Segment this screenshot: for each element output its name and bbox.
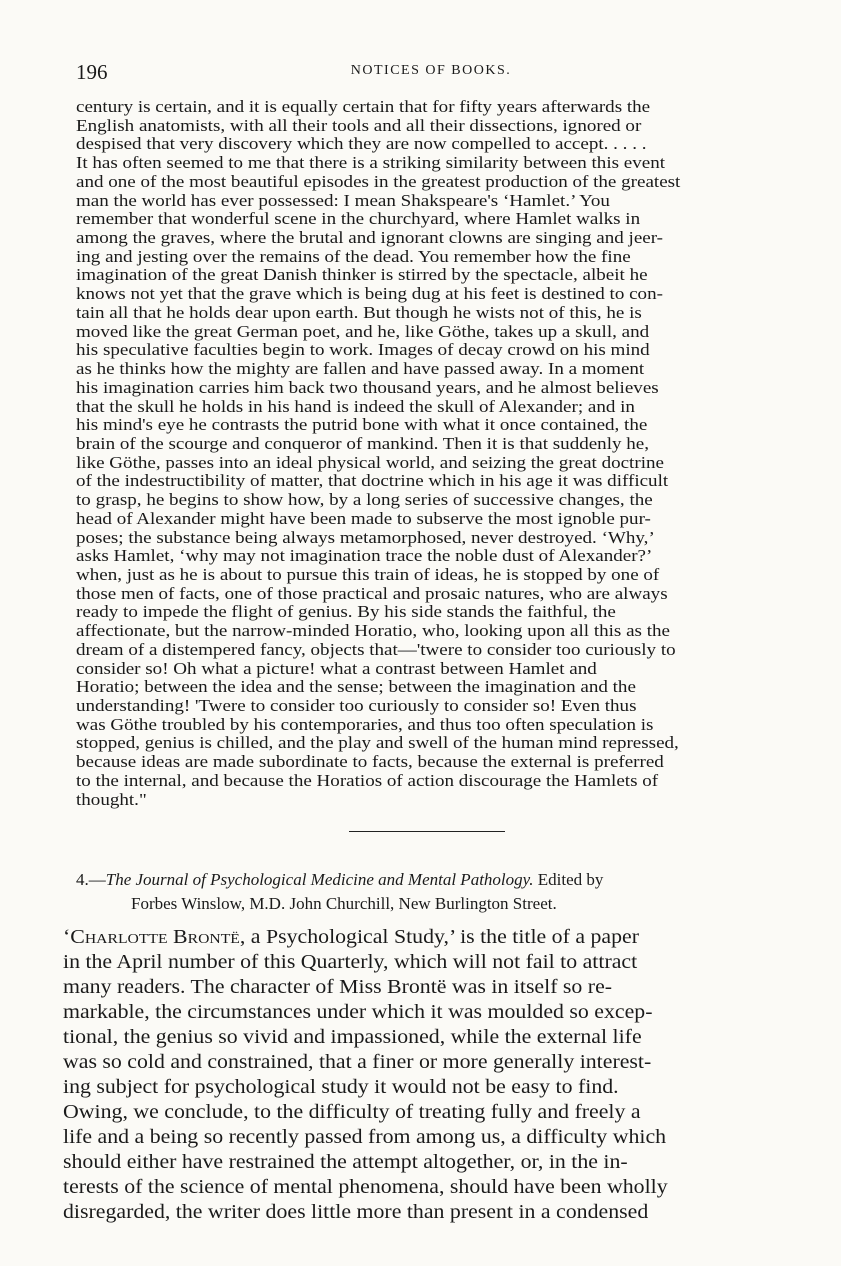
quote-line: consider so! Oh what a picture! what a contrast between Hamlet and: [76, 658, 597, 678]
quote-line: man the world has ever possessed: I mean Shakspeare's ‘Hamlet.’ You: [76, 190, 610, 210]
page-number: 196: [76, 60, 108, 84]
quote-line: century is certain, and it is equally certain that for fifty years afterwards the: [76, 97, 651, 116]
quote-line: dream of a distempered fancy, objects that—'twere to consider too curiously to: [76, 639, 676, 659]
quote-line: to grasp, he begins to show how, by a long series of successive changes, the: [76, 490, 653, 510]
subject-first-name: Charlotte: [70, 927, 168, 948]
quote-line: stopped, genius is chilled, and the play and swell of the human mind repressed,: [76, 733, 679, 753]
book-entry-heading: [76, 868, 788, 916]
review-line: life and a being so recently passed from among us, a difficulty which: [63, 1127, 667, 1148]
quote-line: Horatio; between the idea and the sense; between the imagination and the: [76, 677, 636, 697]
quote-line: English anatomists, with all their tools and all their dissections, ignored or: [76, 115, 642, 135]
quote-line: moved like the great German poet, and he, like Göthe, takes up a skull, and: [76, 321, 650, 341]
page-header: [76, 60, 786, 86]
review-first-line: [63, 925, 783, 950]
quote-line: that the skull he holds in his hand is indeed the skull of Alexander; and in: [76, 396, 635, 416]
quote-line: because ideas are made subordinate to facts, because the external is preferred: [76, 752, 664, 772]
quote-line: tain all that he holds dear upon earth. But though he wists not of this, he is: [76, 302, 642, 322]
quote-line: imagination of the great Danish thinker is stirred by the spectacle, albeit he: [76, 265, 648, 285]
quote-line: asks Hamlet, ‘why may not imagination trace the noble dust of Alexander?’: [76, 546, 653, 566]
quote-line: understanding! 'Twere to consider too curiously to consider so! Even thus: [76, 696, 637, 715]
review-body: [63, 925, 783, 1225]
entry-title: The Journal of Psychological Medicine and Mental Pathology.: [105, 870, 534, 889]
review-line: terests of the science of mental phenomena, should have been wholly: [63, 1177, 668, 1198]
quote-line: of the indestructibility of matter, that doctrine which in his age it was difficult: [76, 471, 669, 491]
quote-line: his speculative faculties begin to work. Images of decay crowd on his mind: [76, 340, 650, 360]
review-line: disregarded, the writer does little more than present in a condensed: [63, 1202, 649, 1223]
quote-line: thought.": [76, 789, 147, 809]
review-line: ing subject for psychological study it would not be easy to find.: [63, 1077, 619, 1098]
review-line: markable, the circumstances under which it was moulded so excep-: [63, 1002, 653, 1023]
quote-line: when, just as he is about to pursue this train of ideas, he is stopped by one of: [76, 564, 660, 584]
subject-surname: Brontë: [173, 927, 240, 948]
quote-line: among the graves, where the brutal and ignorant clowns are singing and jeer-: [76, 228, 664, 248]
quote-line: his imagination carries him back two thousand years, and he almost believes: [76, 377, 659, 397]
entry-number: 4.—: [76, 870, 106, 889]
first-line-text: , a Psychological Study,’ is the title of a paper: [239, 927, 639, 948]
review-line: was so cold and constrained, that a finer or more generally interest-: [63, 1052, 652, 1073]
quoted-passage: [76, 98, 788, 809]
quote-line: remember that wonderful scene in the churchyard, where Hamlet walks in: [76, 209, 641, 229]
quote-line: brain of the scourge and conqueror of mankind. Then it is that suddenly he,: [76, 433, 650, 453]
review-line: in the April number of this Quarterly, which will not fail to attract: [63, 952, 638, 973]
quote-line: was Göthe troubled by his contemporaries, and thus too often speculation is: [76, 714, 654, 734]
quote-line: as he thinks how the mighty are fallen and have passed away. In a moment: [76, 359, 645, 379]
review-line: tional, the genius so vivid and impassioned, while the external life: [63, 1027, 642, 1048]
open-quote: ‘: [63, 927, 71, 948]
entry-imprint: Forbes Winslow, M.D. John Churchill, New Burlington Street.: [131, 894, 557, 913]
quote-line: to the internal, and because the Horatios of action discourage the Hamlets of: [76, 770, 659, 790]
quote-line: his mind's eye he contrasts the putrid bone with what it once contained, the: [76, 415, 648, 435]
quote-line: poses; the substance being always metamorphosed, never destroyed. ‘Why,’: [76, 527, 655, 547]
running-head: NOTICES OF BOOKS.: [350, 63, 512, 78]
review-line: Owing, we conclude, to the difficulty of treating fully and freely a: [63, 1102, 641, 1123]
quote-line: despised that very discovery which they are now compelled to accept. . . . .: [76, 134, 647, 154]
quote-line: ready to impede the flight of genius. By his side stands the faithful, the: [76, 602, 616, 622]
quote-line: ing and jesting over the remains of the dead. You remember how the fine: [76, 246, 631, 266]
quote-line: It has often seemed to me that there is a striking similarity between this event: [76, 153, 666, 173]
quote-line: those men of facts, one of those practical and prosaic natures, who are always: [76, 583, 668, 603]
entry-edited-by: Edited by: [537, 870, 604, 889]
entry-title-line: [76, 868, 788, 892]
section-divider: [349, 831, 505, 832]
review-line: should either have restrained the attempt altogether, or, in the in-: [63, 1152, 628, 1173]
quote-line: and one of the most beautiful episodes in the greatest production of the greatest: [76, 171, 681, 191]
quote-line: head of Alexander might have been made to subserve the most ignoble pur-: [76, 508, 651, 528]
quote-line: like Göthe, passes into an ideal physical world, and seizing the great doctrine: [76, 452, 664, 472]
review-line: many readers. The character of Miss Brontë was in itself so re-: [63, 977, 613, 998]
quote-line: knows not yet that the grave which is being dug at his feet is destined to con-: [76, 284, 663, 304]
quote-line: affectionate, but the narrow-minded Horatio, who, looking upon all this as the: [76, 621, 670, 641]
